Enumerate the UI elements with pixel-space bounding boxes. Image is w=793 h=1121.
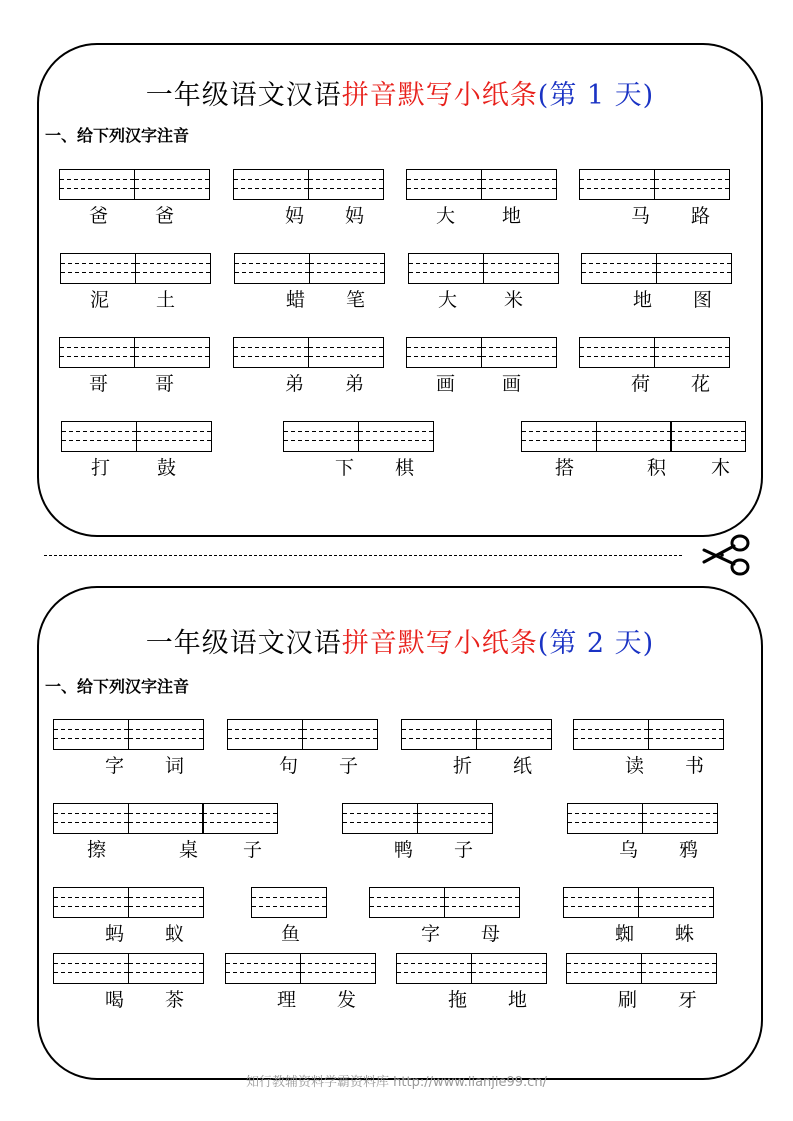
hanzi-row [233,204,384,230]
pinyin-boxes [563,887,714,918]
pinyin-writing-box[interactable] [308,169,384,200]
hanzi-char: 泥 [90,289,110,311]
pinyin-writing-box[interactable] [202,803,278,834]
hanzi-char: 母 [481,923,501,945]
hanzi-row [566,988,717,1014]
pinyin-boxes [233,169,384,200]
hanzi-char: 乌 [619,839,639,861]
card-title: 一年级语文汉语拼音默写小纸条(第 2 天) [145,628,655,659]
hanzi-row [401,754,552,780]
hanzi-row [53,754,204,780]
pinyin-writing-box[interactable] [471,953,547,984]
hanzi-char: 字 [421,923,441,945]
hanzi-char: 弟 [285,373,305,395]
hanzi-char: 地 [633,289,653,311]
word-group [53,803,278,864]
pinyin-boxes [396,953,547,984]
hanzi-char: 蛛 [675,923,695,945]
pinyin-boxes [61,421,212,452]
hanzi-char: 子 [243,839,263,861]
word-group [53,887,204,948]
pinyin-writing-box[interactable] [134,337,210,368]
pinyin-writing-box[interactable] [309,253,385,284]
hanzi-char: 茶 [165,989,185,1011]
pinyin-writing-box[interactable] [654,337,730,368]
pinyin-boxes [251,887,327,918]
pinyin-boxes [566,953,717,984]
pinyin-writing-box[interactable] [481,337,557,368]
hanzi-char: 大 [438,289,458,311]
pinyin-writing-box[interactable] [408,253,484,284]
hanzi-char: 蚁 [165,923,185,945]
hanzi-row [567,838,718,864]
hanzi-char: 棋 [395,457,415,479]
pinyin-writing-box[interactable] [444,887,520,918]
hanzi-char: 词 [165,755,185,777]
section-heading: 一、给下列汉字注音 [45,126,190,145]
pinyin-writing-box[interactable] [283,421,359,452]
pinyin-boxes [567,803,718,834]
pinyin-boxes [579,337,730,368]
hanzi-row [59,204,210,230]
word-group [579,337,730,398]
hanzi-char: 刷 [618,989,638,1011]
hanzi-char: 搭 [555,457,575,479]
word-group [408,253,559,314]
hanzi-char: 读 [625,755,645,777]
pinyin-writing-box[interactable] [483,253,559,284]
pinyin-boxes [521,421,746,452]
pinyin-writing-box[interactable] [134,169,210,200]
hanzi-char: 桌 [179,839,199,861]
pinyin-writing-box[interactable] [596,421,672,452]
hanzi-char: 地 [508,989,528,1011]
pinyin-boxes [53,719,204,750]
word-group [573,719,724,780]
word-group [233,337,384,398]
hanzi-row [563,922,714,948]
hanzi-row [61,456,212,482]
hanzi-row [406,372,557,398]
pinyin-boxes [342,803,493,834]
hanzi-row [53,838,278,864]
hanzi-char: 鸦 [679,839,699,861]
pinyin-writing-box[interactable] [579,169,655,200]
pinyin-writing-box[interactable] [417,803,493,834]
hanzi-char: 下 [335,457,355,479]
pinyin-writing-box[interactable] [225,953,301,984]
hanzi-char: 理 [277,989,297,1011]
pinyin-writing-box[interactable] [358,421,434,452]
pinyin-writing-box[interactable] [476,719,552,750]
word-group [53,953,204,1014]
hanzi-char: 子 [339,755,359,777]
hanzi-char: 纸 [513,755,533,777]
pinyin-writing-box[interactable] [251,887,327,918]
pinyin-writing-box[interactable] [128,803,204,834]
pinyin-writing-box[interactable] [53,719,129,750]
pinyin-writing-box[interactable] [638,887,714,918]
pinyin-writing-box[interactable] [60,253,136,284]
pinyin-writing-box[interactable] [342,803,418,834]
pinyin-boxes [53,953,204,984]
hanzi-char: 马 [631,205,651,227]
pinyin-writing-box[interactable] [61,421,137,452]
hanzi-char: 笔 [346,289,366,311]
scissors-icon [700,534,752,578]
pinyin-writing-box[interactable] [406,337,482,368]
hanzi-char: 牙 [678,989,698,1011]
hanzi-char: 拖 [448,989,468,1011]
pinyin-writing-box[interactable] [308,337,384,368]
pinyin-writing-box[interactable] [233,337,309,368]
hanzi-row [227,754,378,780]
hanzi-char: 荷 [631,373,651,395]
pinyin-boxes [406,337,557,368]
hanzi-row [342,838,493,864]
pinyin-boxes [406,169,557,200]
pinyin-writing-box[interactable] [128,887,204,918]
word-group [53,719,204,780]
hanzi-char: 句 [279,755,299,777]
pinyin-writing-box[interactable] [234,253,310,284]
hanzi-char: 木 [711,457,731,479]
pinyin-writing-box[interactable] [654,169,730,200]
pinyin-boxes [53,803,278,834]
pinyin-boxes [573,719,724,750]
hanzi-char: 发 [337,989,357,1011]
word-group [342,803,493,864]
pinyin-writing-box[interactable] [233,169,309,200]
word-group [581,253,732,314]
hanzi-row [225,988,376,1014]
hanzi-row [53,922,204,948]
pinyin-writing-box[interactable] [573,719,649,750]
hanzi-char: 打 [91,457,111,479]
hanzi-char: 爸 [155,205,175,227]
pinyin-writing-box[interactable] [227,719,303,750]
hanzi-char: 哥 [155,373,175,395]
word-group [521,421,746,482]
word-group [567,803,718,864]
hanzi-char: 花 [691,373,711,395]
pinyin-writing-box[interactable] [656,253,732,284]
pinyin-writing-box[interactable] [128,719,204,750]
pinyin-writing-box[interactable] [59,337,135,368]
word-group [396,953,547,1014]
pinyin-boxes [234,253,385,284]
pinyin-writing-box[interactable] [53,803,129,834]
pinyin-boxes [581,253,732,284]
pinyin-writing-box[interactable] [567,803,643,834]
hanzi-row [396,988,547,1014]
word-group [579,169,730,230]
hanzi-char: 鸭 [394,839,414,861]
pinyin-boxes [59,337,210,368]
pinyin-writing-box[interactable] [53,887,129,918]
word-group [251,887,327,948]
hanzi-char: 画 [502,373,522,395]
worksheet-card-day2 [37,586,763,1080]
hanzi-char: 子 [454,839,474,861]
pinyin-writing-box[interactable] [579,337,655,368]
word-group [401,719,552,780]
pinyin-writing-box[interactable] [642,803,718,834]
pinyin-writing-box[interactable] [136,421,212,452]
pinyin-boxes [233,337,384,368]
hanzi-row [283,456,434,482]
hanzi-char: 米 [504,289,524,311]
pinyin-writing-box[interactable] [563,887,639,918]
hanzi-row [60,288,211,314]
hanzi-char: 书 [685,755,705,777]
pinyin-writing-box[interactable] [648,719,724,750]
pinyin-writing-box[interactable] [406,169,482,200]
hanzi-char: 画 [436,373,456,395]
hanzi-char: 妈 [345,205,365,227]
pinyin-boxes [227,719,378,750]
pinyin-boxes [401,719,552,750]
hanzi-char: 图 [693,289,713,311]
hanzi-char: 爸 [89,205,109,227]
pinyin-writing-box[interactable] [300,953,376,984]
word-group [59,337,210,398]
word-group [233,169,384,230]
word-group [60,253,211,314]
hanzi-row [579,204,730,230]
pinyin-writing-box[interactable] [481,169,557,200]
hanzi-row [521,456,746,482]
pinyin-writing-box[interactable] [670,421,746,452]
hanzi-row [53,988,204,1014]
cut-line [44,555,682,556]
hanzi-char: 鼓 [157,457,177,479]
hanzi-row [233,372,384,398]
pinyin-writing-box[interactable] [135,253,211,284]
hanzi-row [59,372,210,398]
card-title: 一年级语文汉语拼音默写小纸条(第 1 天) [145,80,655,111]
pinyin-boxes [60,253,211,284]
pinyin-writing-box[interactable] [128,953,204,984]
pinyin-boxes [369,887,520,918]
word-group [59,169,210,230]
pinyin-writing-box[interactable] [566,953,642,984]
hanzi-char: 妈 [285,205,305,227]
word-group [369,887,520,948]
section-heading: 一、给下列汉字注音 [45,677,190,696]
hanzi-row [234,288,385,314]
hanzi-char: 蚂 [105,923,125,945]
hanzi-char: 折 [453,755,473,777]
word-group [227,719,378,780]
pinyin-writing-box[interactable] [369,887,445,918]
word-group [225,953,376,1014]
hanzi-row [251,922,327,948]
pinyin-writing-box[interactable] [401,719,477,750]
hanzi-row [573,754,724,780]
word-group [563,887,714,948]
hanzi-char: 哥 [89,373,109,395]
pinyin-writing-box[interactable] [521,421,597,452]
pinyin-boxes [225,953,376,984]
pinyin-writing-box[interactable] [59,169,135,200]
word-group [406,337,557,398]
pinyin-writing-box[interactable] [53,953,129,984]
pinyin-writing-box[interactable] [641,953,717,984]
pinyin-boxes [59,169,210,200]
hanzi-row [369,922,520,948]
pinyin-boxes [408,253,559,284]
word-group [406,169,557,230]
pinyin-boxes [283,421,434,452]
pinyin-boxes [53,887,204,918]
word-group [283,421,434,482]
hanzi-char: 地 [502,205,522,227]
pinyin-writing-box[interactable] [302,719,378,750]
hanzi-char: 鱼 [281,923,301,945]
hanzi-char: 弟 [345,373,365,395]
hanzi-row [581,288,732,314]
pinyin-writing-box[interactable] [396,953,472,984]
hanzi-char: 蜘 [615,923,635,945]
word-group [61,421,212,482]
hanzi-char: 路 [691,205,711,227]
pinyin-boxes [579,169,730,200]
hanzi-row [406,204,557,230]
hanzi-row [579,372,730,398]
hanzi-char: 字 [105,755,125,777]
worksheet-card-day1 [37,43,763,537]
word-group [566,953,717,1014]
hanzi-char: 土 [156,289,176,311]
hanzi-row [408,288,559,314]
pinyin-writing-box[interactable] [581,253,657,284]
hanzi-char: 蜡 [286,289,306,311]
footer-watermark: 知行教辅资料学霸资料库 http://www.lianjie99.cn/ [246,1075,547,1090]
hanzi-char: 擦 [87,839,107,861]
hanzi-char: 喝 [105,989,125,1011]
hanzi-char: 积 [647,457,667,479]
hanzi-char: 大 [436,205,456,227]
word-group [234,253,385,314]
